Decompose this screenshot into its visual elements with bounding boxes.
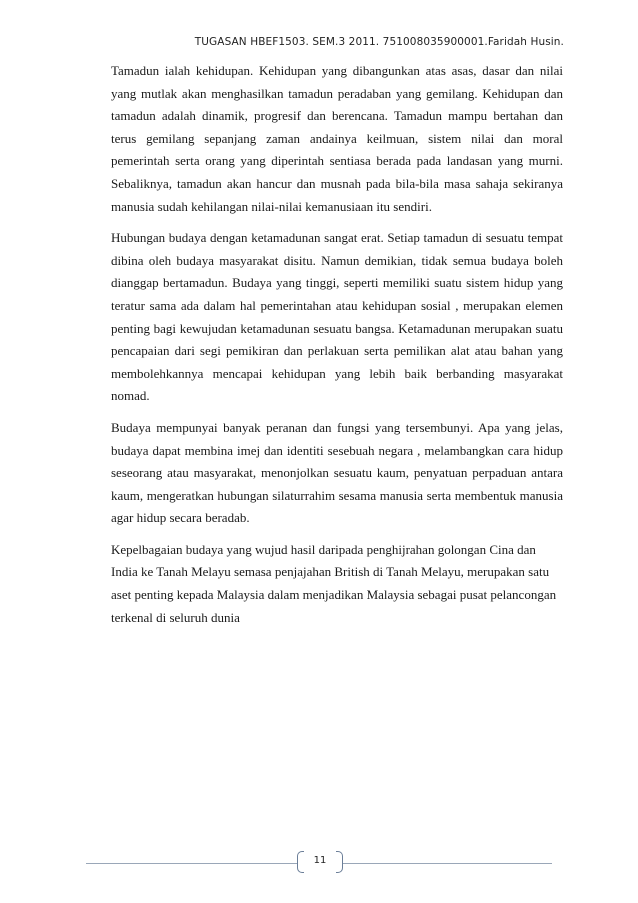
footer-rule-left [86,863,298,864]
paragraph-tamadun: Tamadun ialah kehidupan. Kehidupan yang dibangunkan atas asas, dasar dan nilai yang mutlak akan menghasilkan tamadun peradaban yang gemilang. Kehidupan dan tamadun adalah dinamik, progresif dan berencana. Tamadun mampu bertahan dan terus gemilang sepanjang zaman andainya keilmuan, sistem nilai dan moral pemerintah serta orang yang diperintah sentiasa berada pada landasan yang murni. Sebaliknya, tamadun akan hancur dan musnah pada bila-bila masa sahaja sekiranya manusia sudah kehilangan nilai-nilai kemanusiaan itu sendiri. [111,63,563,214]
page-header: TUGASAN HBEF1503. SEM.3 2011. 751008035900001.Faridah Husin. [194,36,564,48]
page-number-bracket-right [336,851,343,873]
body-text [111,60,563,638]
page-number-bracket-left [297,851,304,873]
footer-rule-right [342,863,552,864]
paragraph-peranan-budaya: Budaya mempunyai banyak peranan dan fungsi yang tersembunyi. Apa yang jelas, budaya dapat membina imej dan identiti sesebuah negara , melambangkan cara hidup seseorang atau masyarakat, menonjolkan sesuatu kaum, penyatuan perpaduan antara kaum, mengeratkan hubungan silaturrahim sesama manusia serta membentuk manusia agar hidup secara beradab. [111,419,563,526]
paragraph-kepelbagaian-budaya: Kepelbagaian budaya yang wujud hasil daripada penghijrahan golongan Cina dan India ke Tanah Melayu semasa penjajahan British di Tanah Melayu, merupakan satu aset penting kepada Malaysia dalam menjadikan Malaysia sebagai pusat pelancongan terkenal di seluruh dunia [111,541,557,625]
paragraph-hubungan-budaya: Hubungan budaya dengan ketamadunan sangat erat. Setiap tamadun di sesuatu tempat dibina oleh budaya masyarakat disitu. Namun demikian, tidak semua budaya boleh dianggap bertamadun. Budaya yang tinggi, seperti memiliki suatu sistem hidup yang teratur sama ada dalam hal pemerintahan atau kehidupan sosial , merupakan elemen penting bagi kewujudan ketamadunan sesuatu bangsa. Ketamadunan merupakan suatu pencapaian dari segi pemikiran dan perlakuan serta pemilikan alat atau bahan yang membolehkannya mencapai kehidupan yang lebih baik berbanding masyarakat nomad. [111,230,563,404]
page-number: 11 [313,855,327,866]
